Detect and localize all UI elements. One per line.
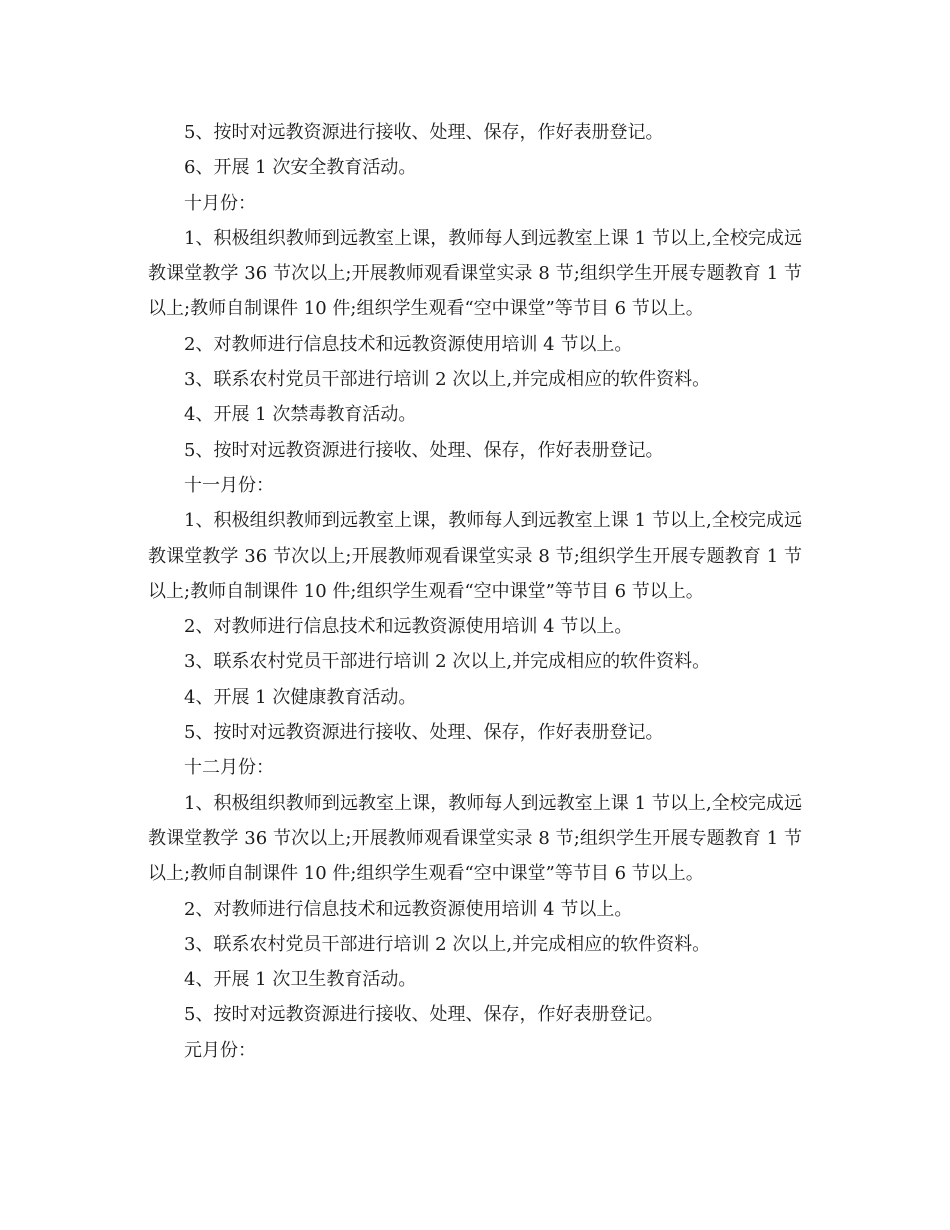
paragraph-november-task-4: 4、开展 1 次健康教育活动。 — [184, 686, 417, 708]
paragraph-october-task-3: 3、联系农村党员干部进行培训 2 次以上,并完成相应的软件资料。 — [184, 369, 711, 391]
month-heading-december: 十二月份： — [184, 757, 274, 779]
paragraph-december-task-4: 4、开展 1 次卫生教育活动。 — [184, 969, 417, 991]
paragraph-november-task-3: 3、联系农村党员干部进行培训 2 次以上,并完成相应的软件资料。 — [184, 651, 711, 673]
paragraph-november-task-2: 2、对教师进行信息技术和远教资源使用培训 4 节以上。 — [184, 616, 633, 638]
paragraph-december-task-1: 1、积极组织教师到远教室上课，教师每人到远教室上课 1 节以上,全校完成远教课堂教学 36 节次以上;开展教师观看课堂实录 8 节;组织学生开展专题教育 1 节以上;教师自制课件 10 件;组织学生观看“空中课堂”等节目 6 节以上。 — [148, 792, 802, 885]
paragraph-december-task-2: 2、对教师进行信息技术和远教资源使用培训 4 节以上。 — [184, 898, 633, 920]
paragraph-october-task-1: 1、积极组织教师到远教室上课，教师每人到远教室上课 1 节以上,全校完成远教课堂教学 36 节次以上;开展教师观看课堂实录 8 节;组织学生开展专题教育 1 节以上;教师自制课件 10 件;组织学生观看“空中课堂”等节目 6 节以上。 — [148, 227, 802, 320]
paragraph-task-5-resource-handling: 5、按时对远教资源进行接收、处理、保存，作好表册登记。 — [184, 122, 664, 143]
paragraph-november-task-1: 1、积极组织教师到远教室上课，教师每人到远教室上课 1 节以上,全校完成远教课堂教学 36 节次以上;开展教师观看课堂实录 8 节;组织学生开展专题教育 1 节以上;教师自制课件 10 件;组织学生观看“空中课堂”等节目 6 节以上。 — [148, 510, 802, 602]
month-heading-october: 十月份： — [184, 192, 256, 214]
paragraph-october-task-5: 5、按时对远教资源进行接收、处理、保存，作好表册登记。 — [184, 439, 664, 461]
paragraph-december-task-3: 3、联系农村党员干部进行培训 2 次以上,并完成相应的软件资料。 — [184, 933, 711, 955]
paragraph-october-task-2: 2、对教师进行信息技术和远教资源使用培训 4 节以上。 — [184, 333, 633, 355]
paragraph-task-6-safety-education: 6、开展 1 次安全教育活动。 — [184, 157, 417, 179]
paragraph-november-task-5: 5、按时对远教资源进行接收、处理、保存，作好表册登记。 — [184, 722, 664, 744]
month-heading-november: 十一月份： — [184, 474, 274, 496]
paragraph-december-task-5: 5、按时对远教资源进行接收、处理、保存，作好表册登记。 — [184, 1004, 664, 1026]
month-heading-january: 元月份： — [184, 1039, 256, 1061]
paragraph-october-task-4: 4、开展 1 次禁毒教育活动。 — [184, 404, 417, 426]
